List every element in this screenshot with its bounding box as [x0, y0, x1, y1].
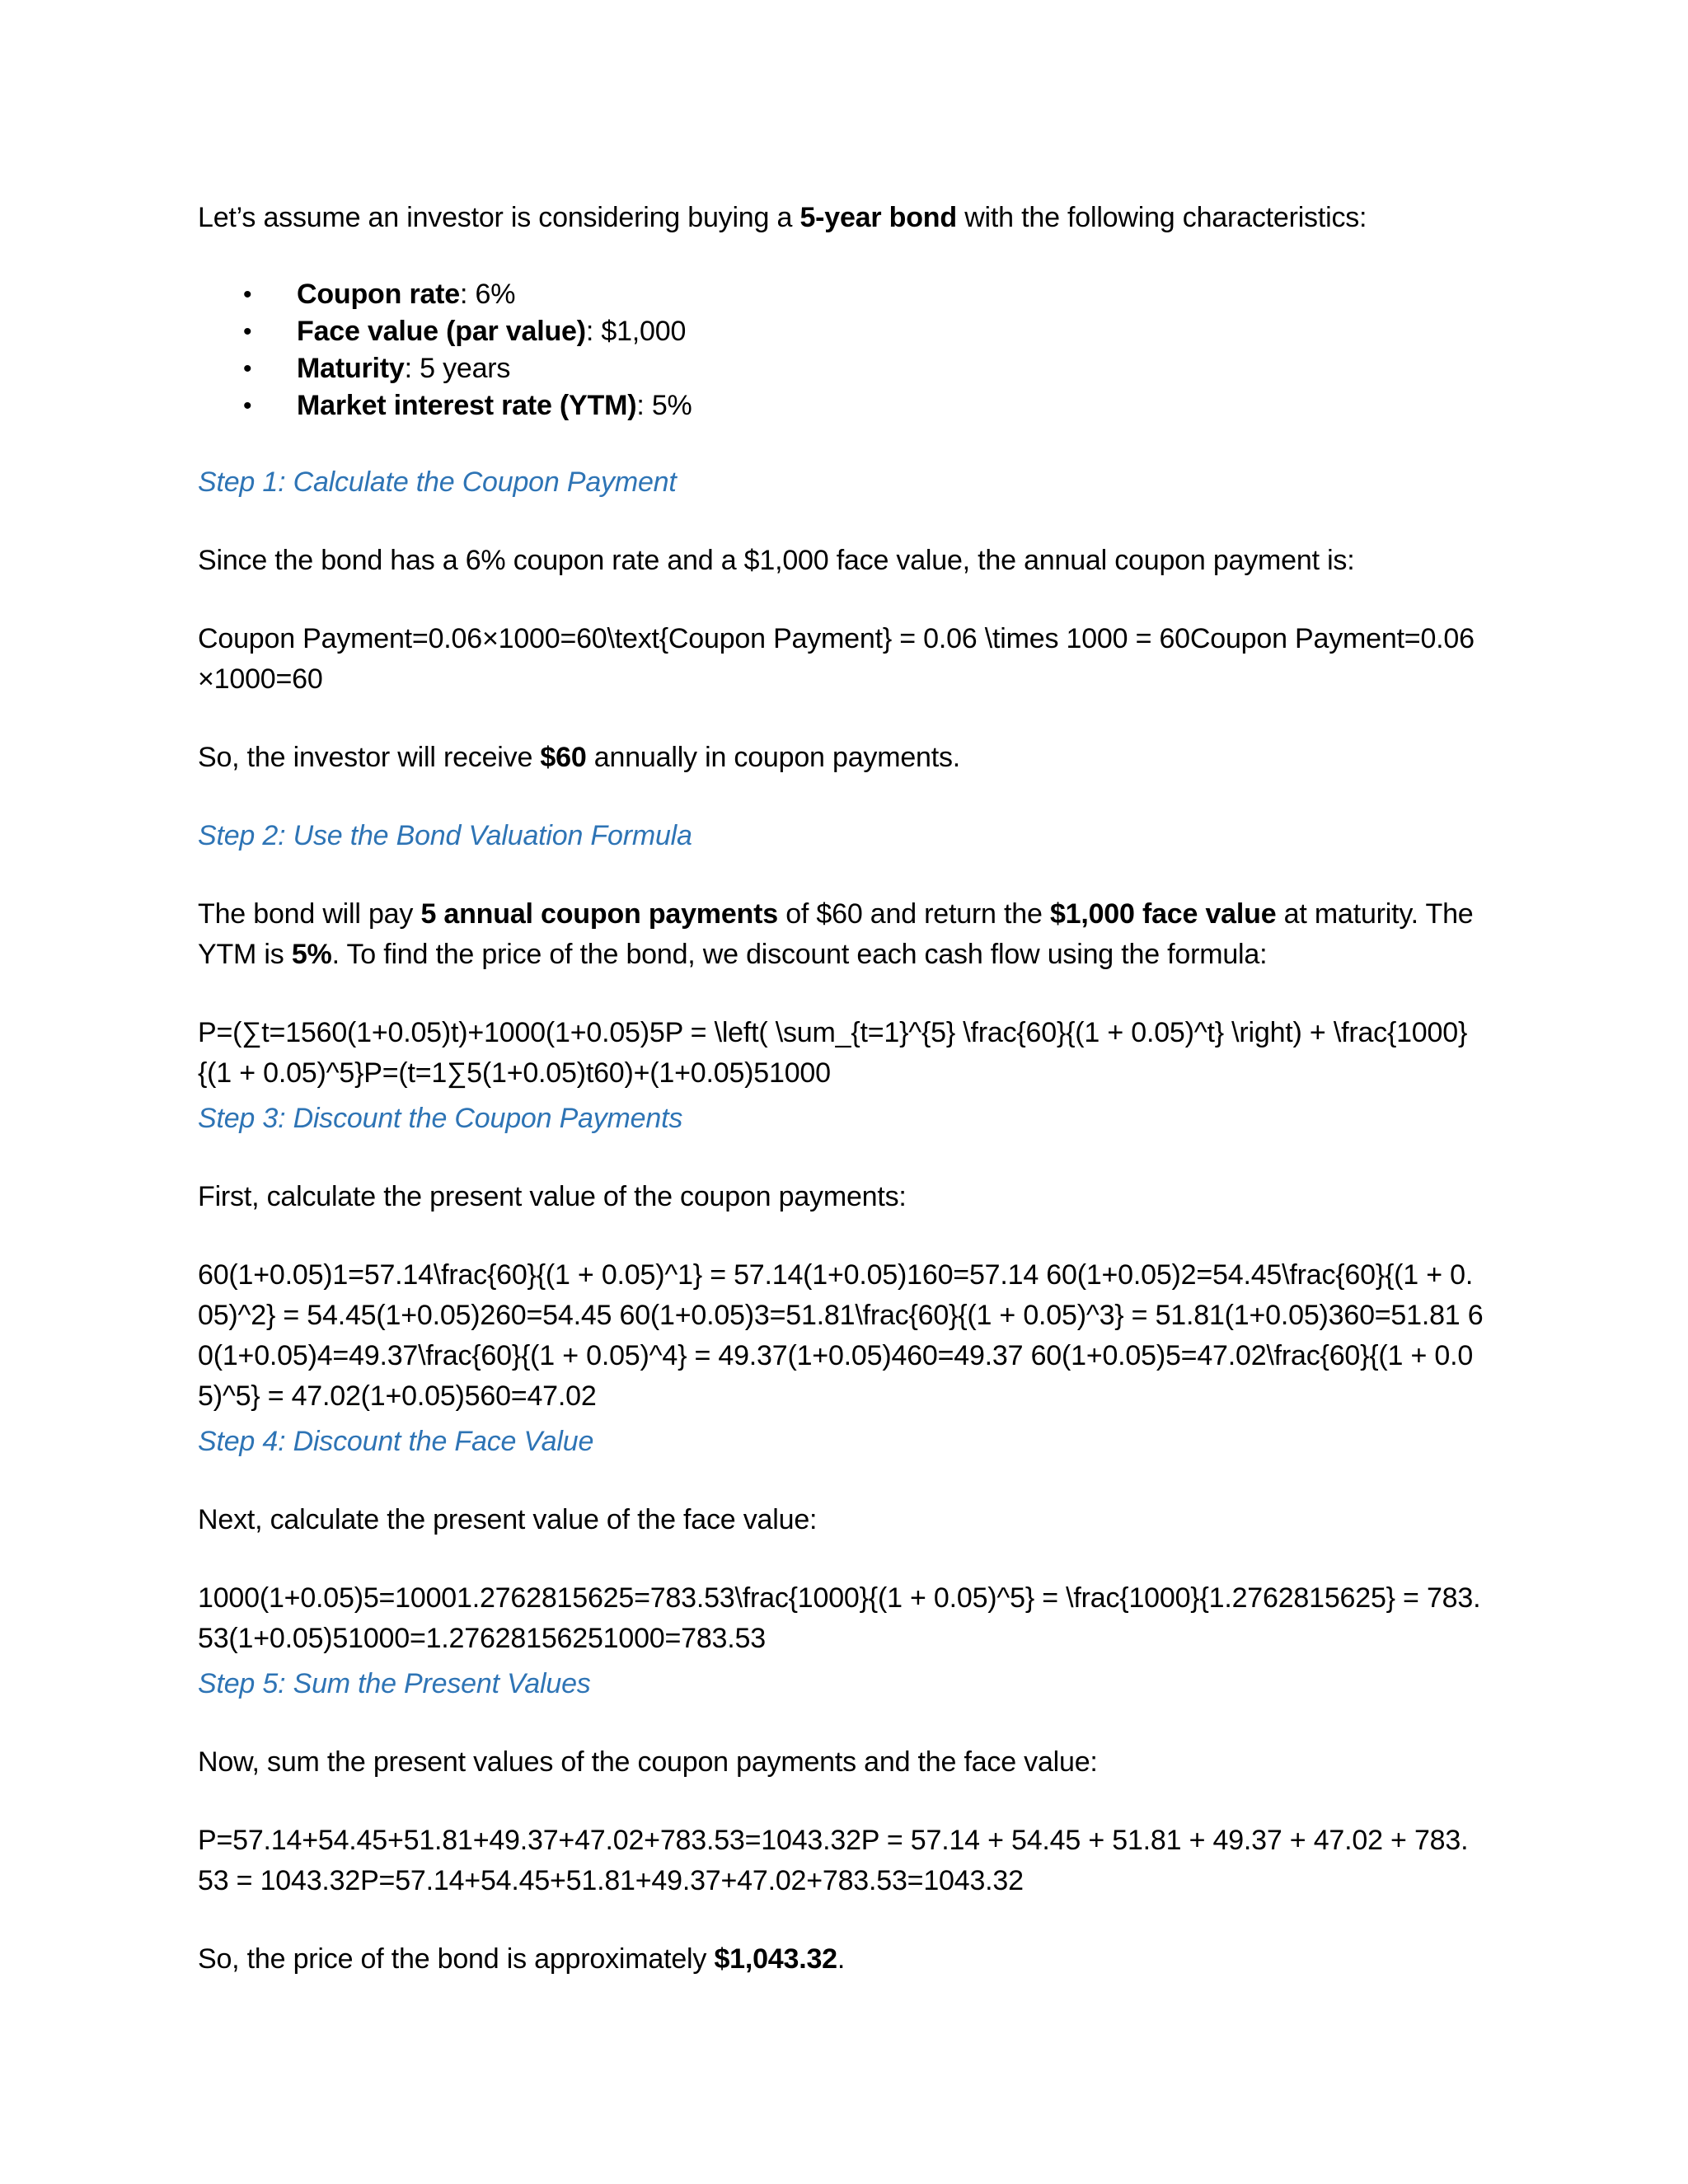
- step2-text-1: The bond will pay: [198, 898, 421, 930]
- list-item-value: : 6%: [460, 279, 516, 310]
- list-item: [198, 276, 1484, 313]
- characteristics-list: [198, 276, 1484, 424]
- step1-text: Since the bond has a 6% coupon rate and a $1,000 face value, the annual coupon payment is:: [198, 545, 1355, 576]
- step5-formula: P=57.14+54.45+51.81+49.37+47.02+783.53=1043.32P = 57.14 + 54.45 + 51.81 + 49.37 + 47.02 + 783.53 = 1043.32P=57.14+54.45+51.81+49.37+47.02+783.53=1043.32: [198, 1825, 1469, 1896]
- step2-bold-1: 5 annual coupon payments: [420, 898, 778, 930]
- step2-bold-2: $1,000 face value: [1049, 898, 1277, 930]
- intro-bold: 5-year bond: [799, 202, 957, 233]
- step2-text-2: of $60 and return the: [777, 898, 1050, 930]
- intro-text: Let’s assume an investor is considering buying a: [198, 202, 800, 233]
- bullet-icon: •: [243, 392, 252, 419]
- list-item-value: : 5%: [636, 390, 692, 421]
- step1-result-bold: $60: [540, 742, 587, 773]
- step4-formula: 1000(1+0.05)5=10001.2762815625=783.53\frac{1000}{(1 + 0.05)^5} = \frac{1000}{1.2762815625} = 783.53(1+0.05)51000=1.27628156251000=783.53: [198, 1582, 1481, 1654]
- step2-text-3: at maturity. The YTM is: [198, 898, 1474, 970]
- step3-formula: 60(1+0.05)1=57.14\frac{60}{(1 + 0.05)^1} = 57.14(1+0.05)160=57.14 60(1+0.05)2=54.45\frac{60}{(1 + 0.05)^2} = 54.45(1+0.05)260=54.45 60(1+0.05)3=51.81\frac{60}{(1 + 0.05)^3} = 51.81(1+0.05)360=51.81 60(1+0.05)4=49.37\frac{60}{(1 + 0.05)^4} = 49.37(1+0.05)460=49.37 60(1+0.05)5=47.02\frac{60}{(1 + 0.05)^5} = 47.02(1+0.05)560=47.02: [198, 1259, 1484, 1412]
- intro-text-end: with the following characteristics:: [956, 202, 1367, 233]
- document-page: [198, 198, 1484, 1980]
- step2-formula: P=(∑t=1560(1+0.05)t)+1000(1+0.05)5P = \left( \sum_{t=1}^{5} \frac{60}{(1 + 0.05)^t} \right) + \frac{1000}{(1 + 0.05)^5}P=(t=1∑5(1+0.05)t60)+(1+0.05)51000: [198, 1017, 1468, 1089]
- step1-result-text: So, the investor will receive: [198, 742, 541, 773]
- list-item-value: : 5 years: [404, 353, 511, 384]
- step5-result-text: So, the price of the bond is approximately: [198, 1943, 715, 1975]
- step5-text: Now, sum the present values of the coupon payments and the face value:: [198, 1746, 1098, 1778]
- step5-result-end: .: [837, 1943, 846, 1975]
- bullet-icon: •: [243, 355, 252, 382]
- list-item-label: Maturity: [297, 353, 405, 384]
- step4-heading: Step 4: Discount the Face Value: [198, 1426, 594, 1457]
- step2-bold-3: 5%: [291, 939, 332, 970]
- step5-result-bold: $1,043.32: [714, 1943, 837, 1975]
- step4-text: Next, calculate the present value of the face value:: [198, 1504, 818, 1535]
- list-item-label: Face value (par value): [297, 316, 586, 347]
- list-item: [198, 387, 1484, 424]
- bullet-icon: •: [243, 281, 252, 308]
- step1-heading: Step 1: Calculate the Coupon Payment: [198, 466, 677, 498]
- step1-result-end: annually in coupon payments.: [586, 742, 961, 773]
- step2-text: [198, 894, 1484, 975]
- list-item: [198, 350, 1484, 387]
- step5-heading: Step 5: Sum the Present Values: [198, 1668, 591, 1699]
- step1-result: [198, 738, 1484, 778]
- step5-result: [198, 1939, 1484, 1980]
- list-item: [198, 313, 1484, 350]
- list-item-label: Coupon rate: [297, 279, 461, 310]
- step3-text: First, calculate the present value of the coupon payments:: [198, 1181, 907, 1212]
- step3-heading: Step 3: Discount the Coupon Payments: [198, 1103, 683, 1134]
- step2-text-4: . To find the price of the bond, we discount each cash flow using the formula:: [331, 939, 1268, 970]
- list-item-label: Market interest rate (YTM): [297, 390, 637, 421]
- step1-formula: Coupon Payment=0.06×1000=60\text{Coupon Payment} = 0.06 \times 1000 = 60Coupon Payment=0.06×1000=60: [198, 623, 1475, 695]
- bullet-icon: •: [243, 318, 252, 345]
- intro-paragraph: [198, 198, 1484, 238]
- list-item-value: : $1,000: [585, 316, 687, 347]
- step2-heading: Step 2: Use the Bond Valuation Formula: [198, 820, 692, 851]
